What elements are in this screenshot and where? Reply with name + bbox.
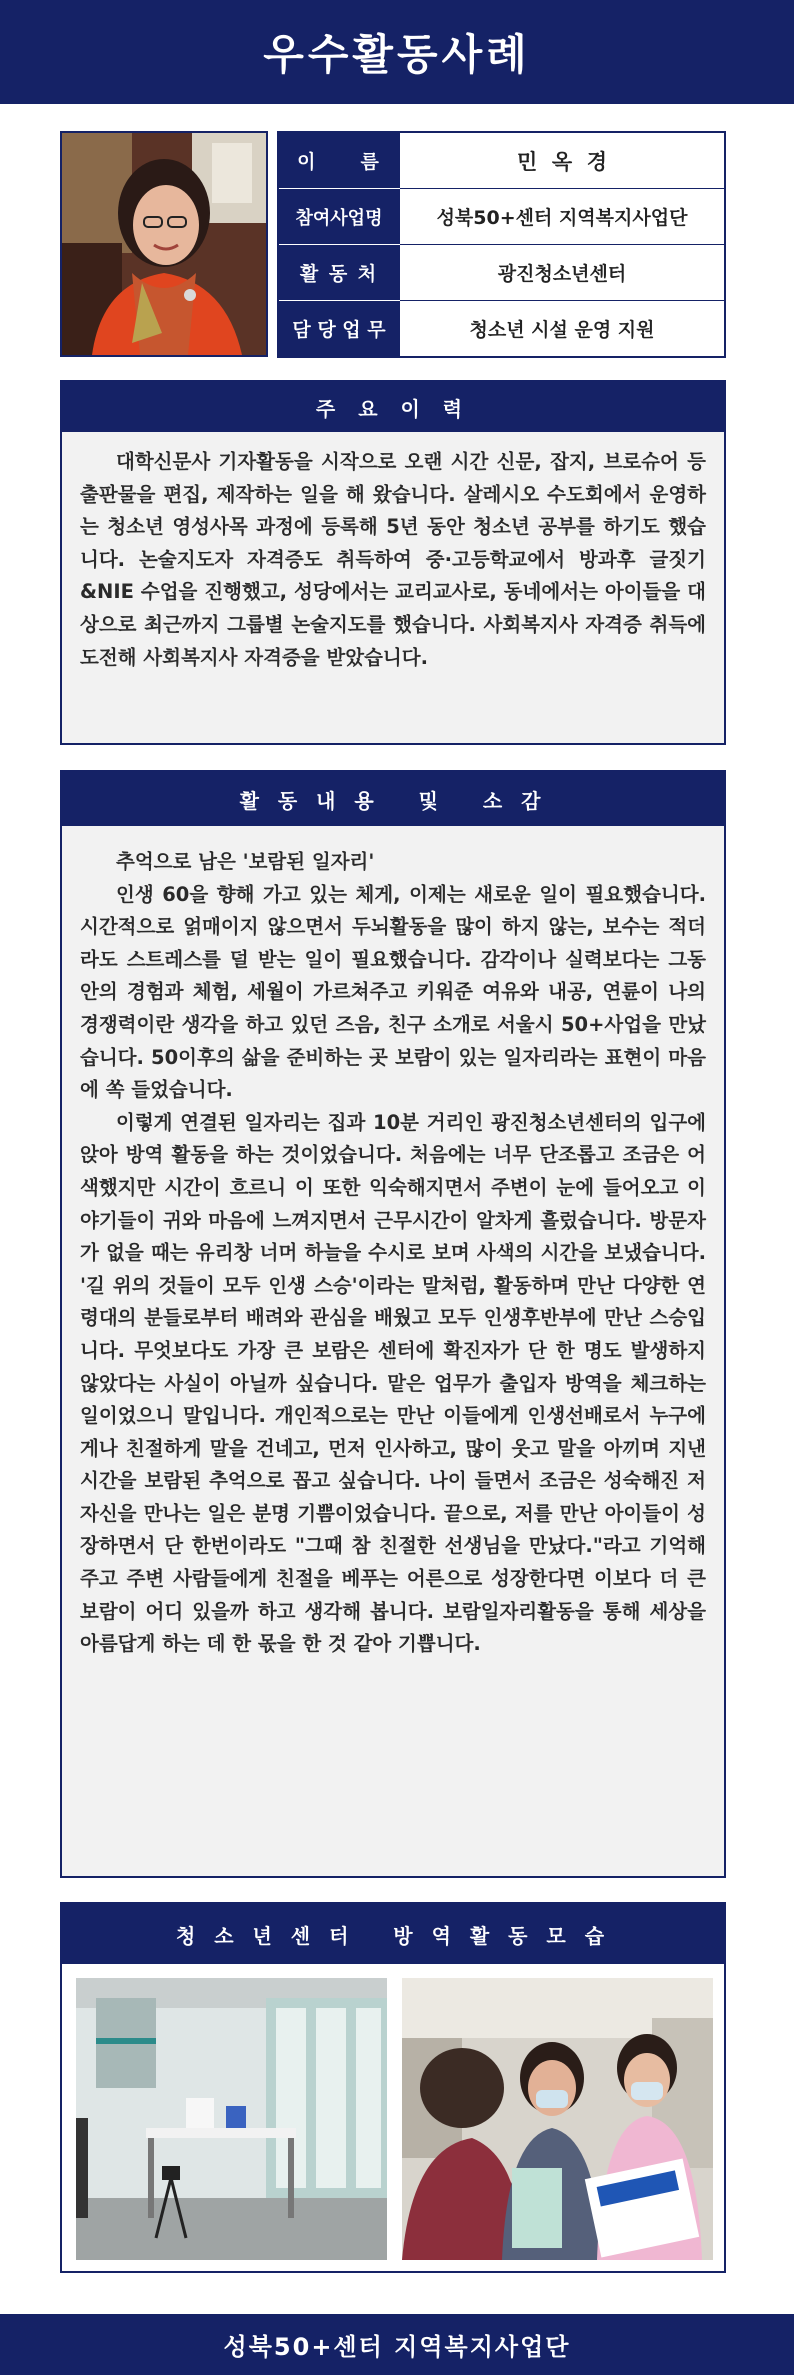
profile-row-project (278, 189, 725, 245)
profile-row-name (278, 132, 725, 189)
page-title: 우수활동사례 (263, 30, 531, 79)
profile-row-place (278, 245, 725, 301)
footer-banner (0, 2314, 794, 2375)
profile-row-duty (278, 301, 725, 358)
activity-heading: 활 동 내 용 및 소 감 (62, 772, 724, 826)
career-body (62, 432, 724, 688)
photo-disinfection-desk (76, 1978, 387, 2260)
photos-section (60, 1902, 726, 2273)
profile-photo (60, 131, 268, 357)
desk-scene-image (76, 1978, 387, 2260)
photo-volunteers (402, 1978, 713, 2260)
activity-section (60, 770, 726, 1878)
footer-text: 성북50+센터 지역복지사업단 (223, 2333, 571, 2361)
place-label: 활 동 처 (278, 245, 400, 301)
activity-body (62, 826, 724, 1675)
project-value: 성북50+센터 지역복지사업단 (400, 189, 726, 245)
duty-label: 담 당 업 무 (278, 301, 400, 358)
project-label: 참여사업명 (278, 189, 400, 245)
career-heading: 주 요 이 력 (62, 382, 724, 432)
duty-value: 청소년 시설 운영 지원 (400, 301, 726, 358)
place-value: 광진청소년센터 (400, 245, 726, 301)
name-label: 이 름 (278, 132, 400, 189)
activity-paragraph-1: 인생 60을 향해 가고 있는 체게, 이제는 새로운 일이 필요했습니다. 시간적으로 얽매이지 않으면서 두뇌활동을 많이 하지 않는, 보수는 적더라도 스트레스를 덜 받는 일이 필요했습니다. 감각이나 실력보다는 그동안의 경험과 체험, 세월이 가르쳐주고 키워준 여유와 내공, 연륜이 나의 경쟁력이란 생각을 하고 있던 즈음, 친구 소개로 서울시 50+사업을 만났습니다. 50이후의 삶을 준비하는 곳 보람이 있는 일자리라는 표현이 마음에 쏙 들었습니다. (80, 882, 706, 1102)
career-section (60, 380, 726, 745)
page-title-banner (0, 0, 794, 104)
portrait-image (62, 133, 266, 355)
profile-info-table (277, 131, 726, 358)
photos-heading: 청 소 년 센 터 방 역 활 동 모 습 (62, 1904, 724, 1964)
name-value: 민 옥 경 (400, 132, 726, 189)
career-text: 대학신문사 기자활동을 시작으로 오랜 시간 신문, 잡지, 브로슈어 등 출판물을 편집, 제작하는 일을 해 왔습니다. 살레시오 수도회에서 운영하는 청소년 영성사목 과정에 등록해 5년 동안 청소년 공부를 하기도 했습니다. 논술지도자 자격증도 취득하여 중·고등학교에서 방과후 글짓기&NIE 수업을 진행했고, 성당에서는 교리교사로, 동네에서는 아이들을 대상으로 최근까지 그룹별 논술지도를 했습니다. 사회복지사 자격증 취득에 도전해 사회복지사 자격증을 받았습니다. (80, 450, 706, 669)
activity-subtitle: 추억으로 남은 '보람된 일자리' (116, 850, 375, 873)
activity-paragraph-2: 이렇게 연결된 일자리는 집과 10분 거리인 광진청소년센터의 입구에 앉아 방역 활동을 하는 것이었습니다. 처음에는 너무 단조롭고 조금은 어색했지만 시간이 흐르니 이 또한 익숙해지면서 주변이 눈에 들어오고 이야기들이 귀와 마음에 느껴지면서 근무시간이 알차게 흘렀습니다. 방문자가 없을 때는 유리창 너머 하늘을 수시로 보며 사색의 시간을 보냈습니다. '길 위의 것들이 모두 인생 스승'이라는 말처럼, 활동하며 만난 다양한 연령대의 분들로부터 배려와 관심을 배웠고 모두 인생후반부에 만난 스승입니다. 무엇보다도 가장 큰 보람은 센터에 확진자가 단 한 명도 발생하지 않았다는 사실이 아닐까 싶습니다. 맡은 업무가 출입자 방역을 체크하는 일이었으니 말입니다. 개인적으로는 만난 이들에게 인생선배로서 누구에게나 친절하게 말을 건네고, 먼저 인사하고, 많이 웃고 말을 아끼며 지낸 시간을 보람된 추억으로 꼽고 싶습니다. 나이 들면서 조금은 성숙해진 저 자신을 만나는 일은 분명 기쁨이었습니다. 끝으로, 저를 만난 아이들이 성장하면서 단 한번이라도 "그때 참 친절한 선생님을 만났다."라고 기억해주고 주변 사람들에게 친절을 베푸는 어른으로 성장한다면 이보다 더 큰 보람이 어디 있을까 하고 생각해 봅니다. 보람일자리활동을 통해 세상을 아름답게 하는 데 한 몫을 한 것 같아 기쁩니다. (80, 1110, 706, 1656)
volunteers-scene-image (402, 1978, 713, 2260)
